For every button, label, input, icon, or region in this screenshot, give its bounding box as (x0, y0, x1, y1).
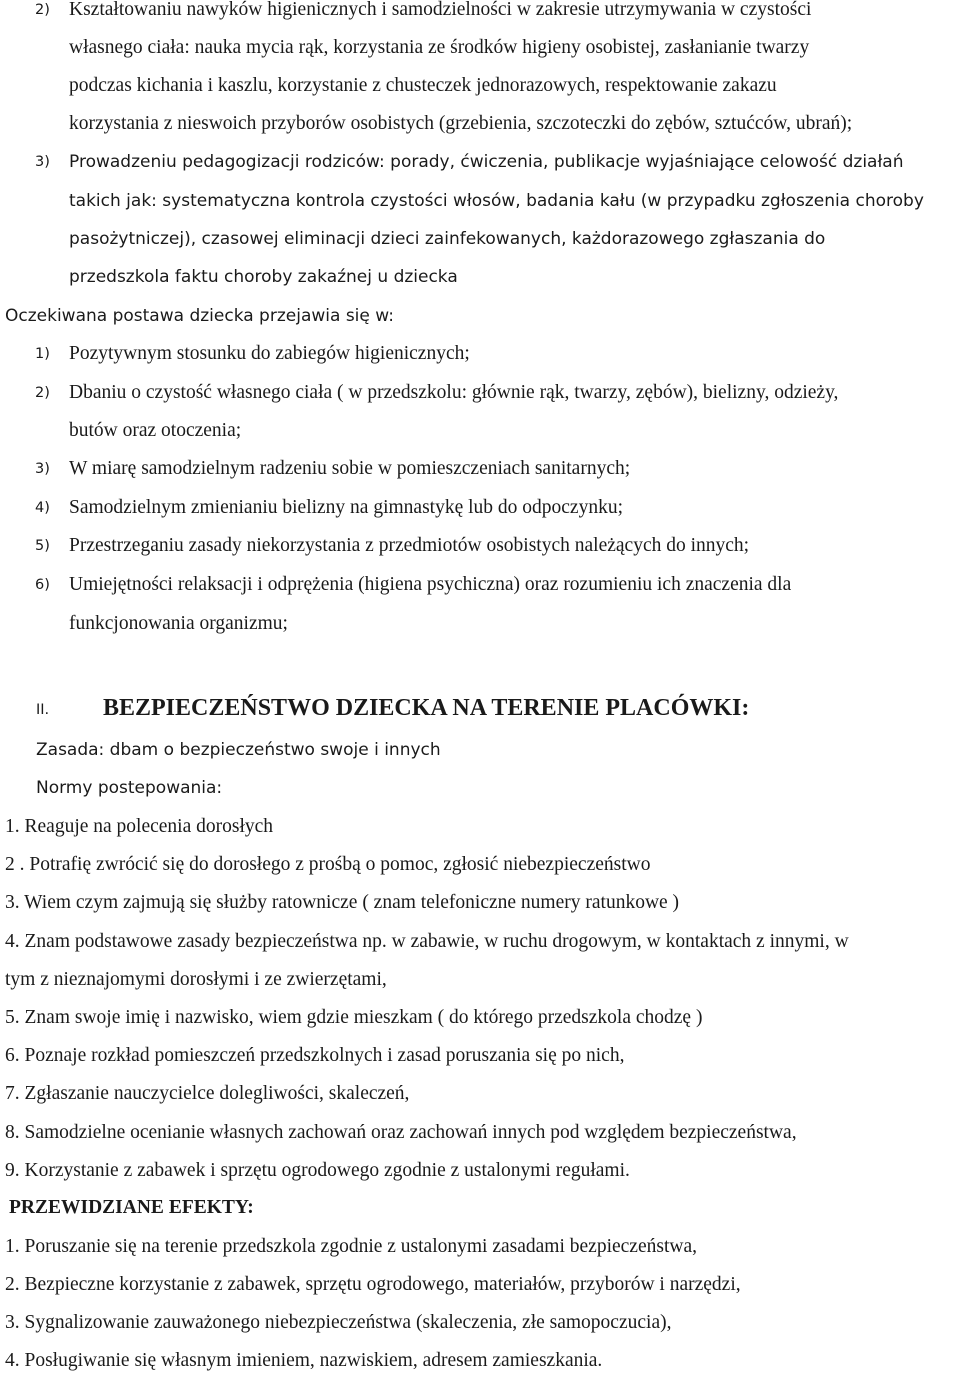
section-number: II. (36, 702, 50, 718)
norm-item: tym z nieznajomymi dorosłymi i ze zwierzętami, (5, 969, 387, 990)
zasada-text: Zasada: dbam o bezpieczeństwo swoje i innych (36, 740, 441, 760)
norm-item: 1. Reaguje na polecenia dorosłych (5, 816, 274, 837)
efekty-label: PRZEWIDZIANE EFEKTY: (9, 1197, 254, 1218)
list-number: 4) (35, 500, 50, 516)
efekt-item: 1. Poruszanie się na terenie przedszkola zgodnie z ustalonymi zasadami bezpieczeństwa, (5, 1236, 697, 1257)
list-item-line: podczas kichania i kaszlu, korzystanie z chusteczek jednorazowych, respektowanie zakazu (69, 75, 777, 96)
list-item-line: Samodzielnym zmienianiu bielizny na gimnastykę lub do odpoczynku; (69, 497, 624, 518)
section-title: BEZPIECZEŃSTWO DZIECKA NA TERENIE PLACÓWKI: (103, 695, 750, 721)
efekt-item: 3. Sygnalizowanie zauważonego niebezpieczeństwa (skaleczenia, złe samopoczucia), (5, 1312, 672, 1333)
list-item-line: takich jak: systematyczna kontrola czystości włosów, badania kału (w przypadku zgłoszenia choroby (69, 191, 924, 211)
list-item-line: W miarę samodzielnym radzeniu sobie w pomieszczeniach sanitarnych; (69, 458, 631, 479)
efekt-item: 2. Bezpieczne korzystanie z zabawek, sprzętu ogrodowego, materiałów, przyborów i narzędzi, (5, 1274, 741, 1295)
norm-item: 3. Wiem czym zajmują się służby ratownicze ( znam telefoniczne numery ratunkowe ) (5, 892, 680, 913)
norm-item: 8. Samodzielne ocenianie własnych zachowań oraz zachowań innych pod względem bezpieczeństwa, (5, 1122, 797, 1143)
list-item-line: Kształtowaniu nawyków higienicznych i samodzielności w zakresie utrzymywania w czystości (69, 0, 812, 20)
list-item-line: Dbaniu o czystość własnego ciała ( w przedszkolu: głównie rąk, twarzy, zębów), bielizny, odzieży, (69, 382, 839, 403)
list-item-line: Pozytywnym stosunku do zabiegów higienicznych; (69, 343, 470, 364)
efekt-item: 4. Posługiwanie się własnym imieniem, nazwiskiem, adresem zamieszkania. (5, 1350, 603, 1371)
list-number: 2) (35, 385, 50, 401)
normy-label: Normy postepowania: (36, 778, 223, 798)
list-item-line: własnego ciała: nauka mycia rąk, korzystania ze środków higieny osobistej, zasłanianie twarzy (69, 37, 810, 58)
list-number: 1) (35, 346, 50, 362)
list-number: 3) (35, 154, 50, 170)
norm-item: 9. Korzystanie z zabawek i sprzętu ogrodowego zgodnie z ustalonymi regułami. (5, 1160, 630, 1181)
list-item-line: butów oraz otoczenia; (69, 420, 242, 441)
list-item-line: korzystania z nieswoich przyborów osobistych (grzebienia, szczoteczki do zębów, sztućców, ubrań); (69, 113, 853, 134)
list-number: 5) (35, 538, 50, 554)
norm-item: 2 . Potrafię zwrócić się do dorosłego z prośbą o pomoc, zgłosić niebezpieczeństwo (5, 854, 651, 875)
list-item-line: funkcjonowania organizmu; (69, 613, 288, 634)
norm-item: 6. Poznaje rozkład pomieszczeń przedszkolnych i zasad poruszania się po nich, (5, 1045, 625, 1066)
list-item-line: pasożytniczej), czasowej eliminacji dzieci zainfekowanych, każdorazowego zgłaszania do (69, 229, 826, 249)
norm-item: 5. Znam swoje imię i nazwisko, wiem gdzie mieszkam ( do którego przedszkola chodzę ) (5, 1007, 703, 1028)
norm-item: 4. Znam podstawowe zasady bezpieczeństwa np. w zabawie, w ruchu drogowym, w kontaktach z innymi, w (5, 931, 849, 952)
list-number: 6) (35, 577, 50, 593)
list-number: 2) (35, 2, 50, 18)
postawa-intro: Oczekiwana postawa dziecka przejawia się w: (5, 306, 394, 326)
list-item-line: przedszkola faktu choroby zakaźnej u dziecka (69, 267, 458, 287)
list-item-line: Przestrzeganiu zasady niekorzystania z przedmiotów osobistych należących do innych; (69, 535, 750, 556)
norm-item: 7. Zgłaszanie nauczycielce dolegliwości, skaleczeń, (5, 1083, 410, 1104)
list-item-line: Prowadzeniu pedagogizacji rodziców: porady, ćwiczenia, publikacje wyjaśniające celowość działań (69, 152, 904, 172)
list-item-line: Umiejętności relaksacji i odprężenia (higiena psychiczna) oraz rozumieniu ich znaczenia dla (69, 574, 792, 595)
list-number: 3) (35, 461, 50, 477)
